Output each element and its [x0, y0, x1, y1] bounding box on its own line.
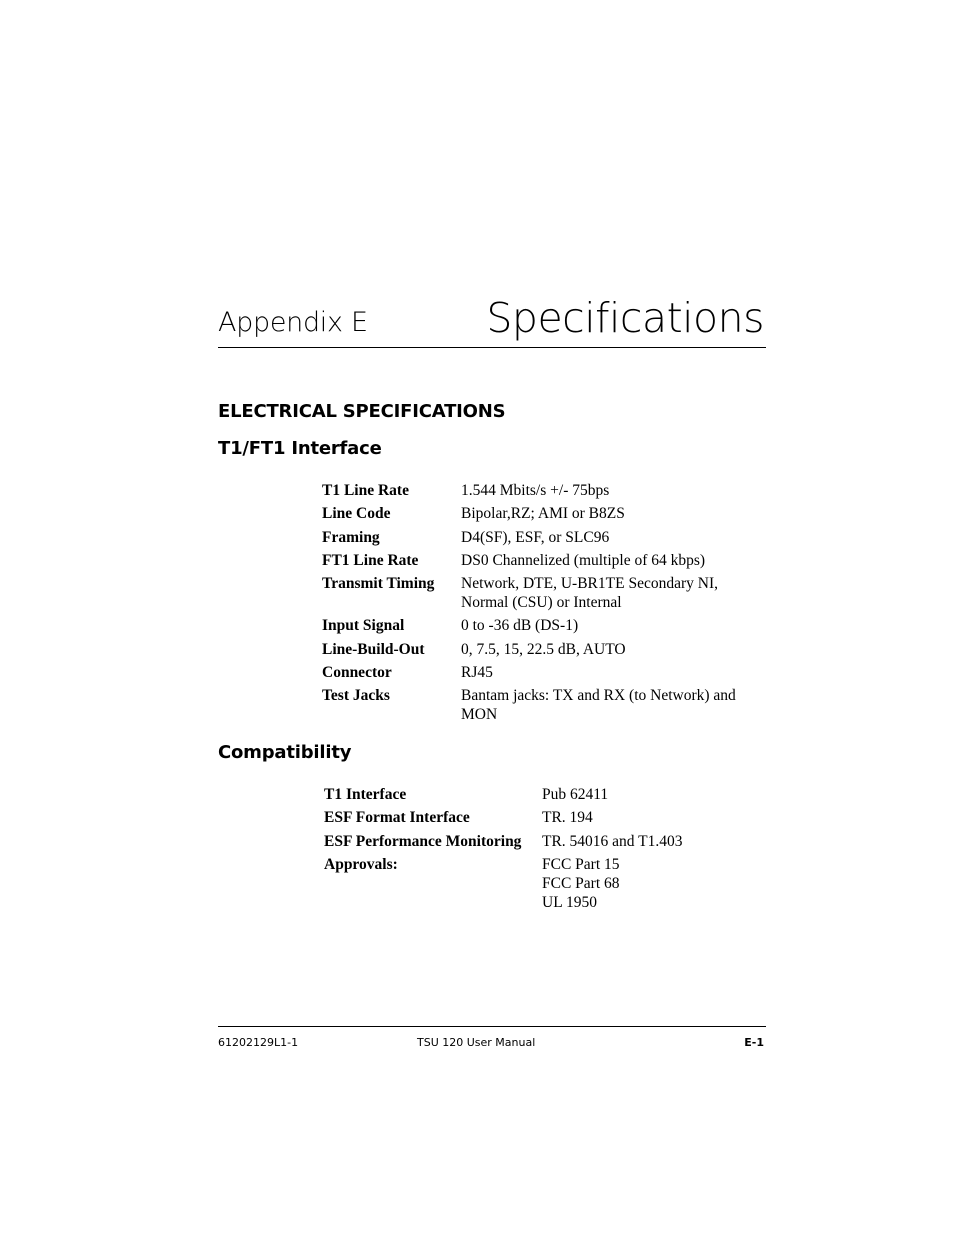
spec-value-line: UL 1950 — [542, 893, 597, 911]
spec-label: Connector — [322, 664, 392, 682]
spec-label: FT1 Line Rate — [322, 551, 419, 569]
spec-value — [461, 574, 771, 612]
spec-label: ESF Performance Monitoring — [324, 832, 522, 850]
spec-row — [322, 481, 771, 500]
spec-value — [461, 481, 771, 500]
footer-rule — [218, 1026, 766, 1027]
spec-row — [324, 785, 762, 804]
spec-value-line: TR. 194 — [542, 809, 593, 827]
spec-value-line: MON — [461, 706, 498, 724]
spec-row — [322, 504, 771, 523]
spec-row — [322, 686, 771, 724]
spec-value — [461, 686, 771, 724]
spec-value-line: Network, DTE, U-BR1TE Secondary NI, — [461, 575, 718, 593]
subsection-heading-compatibility: Compatibility — [218, 742, 352, 763]
spec-value — [461, 551, 771, 570]
subsection-heading-t1-interface: T1/FT1 Interface — [218, 438, 382, 459]
t1-interface-spec-table — [322, 481, 771, 729]
footer-page-number: E-1 — [744, 1036, 764, 1049]
spec-label: Test Jacks — [322, 687, 390, 705]
section-heading-electrical: ELECTRICAL SPECIFICATIONS — [218, 401, 506, 422]
chapter-header — [218, 290, 766, 348]
spec-value-line: 1.544 Mbits/s +/- 75bps — [461, 482, 610, 499]
spec-value-line: FCC Part 68 — [542, 874, 620, 892]
spec-value-line: TR. 54016 and T1.403 — [542, 832, 683, 850]
spec-label: T1 Interface — [324, 786, 407, 803]
spec-value-line: RJ45 — [461, 664, 493, 682]
spec-label: Line Code — [322, 505, 391, 523]
spec-value — [461, 616, 771, 635]
spec-label: Framing — [322, 528, 380, 546]
footer-part-number: 61202129L1-1 — [218, 1036, 299, 1049]
spec-value-line: D4(SF), ESF, or SLC96 — [461, 528, 610, 546]
spec-row — [324, 855, 762, 912]
spec-row — [322, 616, 771, 635]
spec-value — [542, 855, 762, 912]
spec-row — [322, 528, 771, 547]
spec-value-line: Normal (CSU) or Internal — [461, 594, 622, 612]
appendix-label: Appendix E — [218, 307, 368, 338]
spec-row — [322, 551, 771, 570]
spec-row — [322, 640, 771, 659]
spec-value-line: FCC Part 15 — [542, 855, 620, 873]
footer-manual-title: TSU 120 User Manual — [417, 1036, 536, 1049]
compatibility-spec-table — [324, 785, 762, 916]
spec-row — [322, 574, 771, 612]
spec-value-line: Bipolar,RZ; AMI or B8ZS — [461, 505, 625, 523]
spec-value-line: 0 to -36 dB (DS-1) — [461, 617, 579, 635]
spec-label: Transmit Timing — [322, 575, 435, 593]
spec-row — [322, 663, 771, 682]
spec-value — [461, 640, 771, 659]
spec-label: ESF Format Interface — [324, 809, 470, 827]
spec-value-line: 0, 7.5, 15, 22.5 dB, AUTO — [461, 640, 626, 658]
spec-label: T1 Line Rate — [322, 482, 409, 499]
spec-value — [542, 832, 762, 851]
spec-value — [461, 528, 771, 547]
chapter-title: Specifications — [486, 294, 764, 342]
spec-row — [324, 832, 762, 851]
spec-value — [542, 785, 762, 804]
spec-value-line: Bantam jacks: TX and RX (to Network) and — [461, 687, 736, 705]
spec-label: Input Signal — [322, 617, 405, 635]
spec-value — [461, 504, 771, 523]
spec-value — [461, 663, 771, 682]
spec-label: Line-Build-Out — [322, 640, 425, 658]
spec-row — [324, 808, 762, 827]
spec-label: Approvals: — [324, 855, 398, 873]
spec-value — [542, 808, 762, 827]
spec-value-line: Pub 62411 — [542, 786, 609, 803]
spec-value-line: DS0 Channelized (multiple of 64 kbps) — [461, 551, 706, 569]
chapter-rule — [218, 347, 766, 348]
